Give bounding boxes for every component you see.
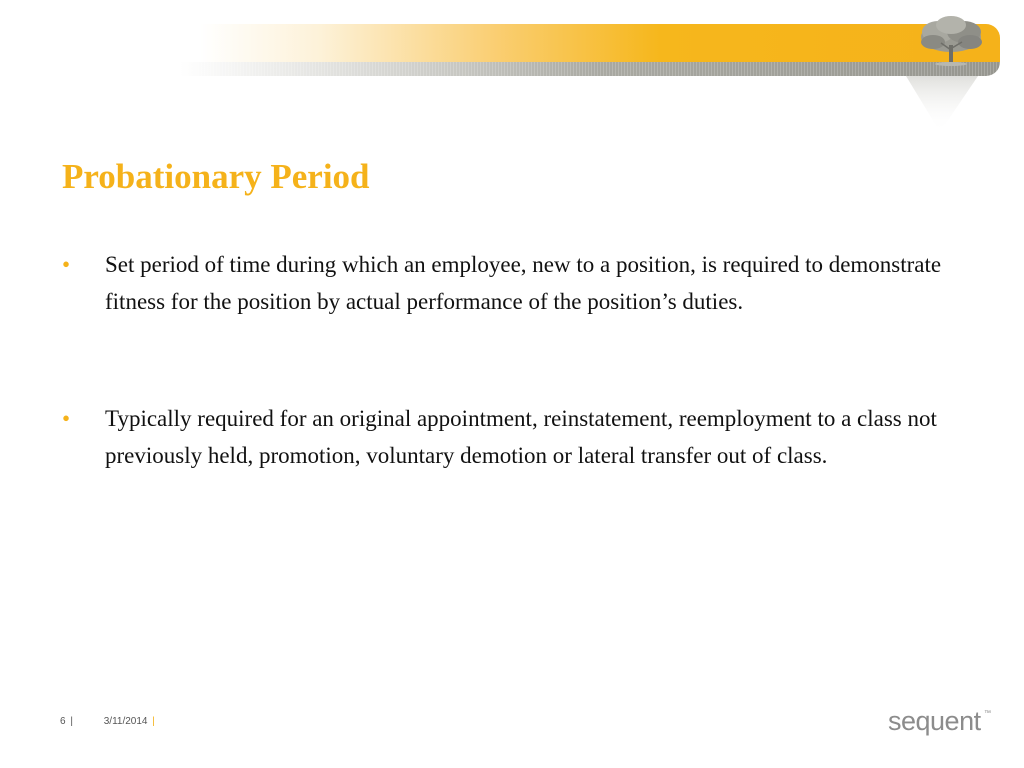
- slide-footer: [60, 714, 155, 730]
- brand-trademark: ™: [984, 710, 991, 717]
- footer-separator-accent: |: [152, 716, 155, 727]
- bullet-marker: •: [62, 252, 71, 277]
- header-band: [0, 24, 1000, 76]
- bullet-text: Set period of time during which an employee, new to a position, is required to demonstrate fitness for the position by actual performance of the position’s duties.: [105, 252, 942, 314]
- header-band-gold: [0, 24, 1000, 62]
- footer-separator: |: [70, 716, 73, 727]
- slide-title: Probationary Period: [62, 157, 370, 196]
- header-band-gray: [0, 62, 1000, 76]
- page-number: 6: [60, 716, 66, 727]
- tree-reflection: [900, 76, 980, 132]
- footer-date: 3/11/2014: [103, 716, 148, 727]
- bullet-marker: •: [62, 406, 71, 431]
- brand-logo: sequent: [888, 706, 981, 736]
- bullet-item: [62, 246, 942, 320]
- bullet-text: Typically required for an original appointment, reinstatement, reemployment to a class not previously held, promotion, voluntary demotion or lateral transfer out of class.: [105, 406, 937, 468]
- bullet-list: [62, 246, 942, 474]
- tree-icon: [908, 12, 994, 74]
- bullet-item: [62, 400, 942, 474]
